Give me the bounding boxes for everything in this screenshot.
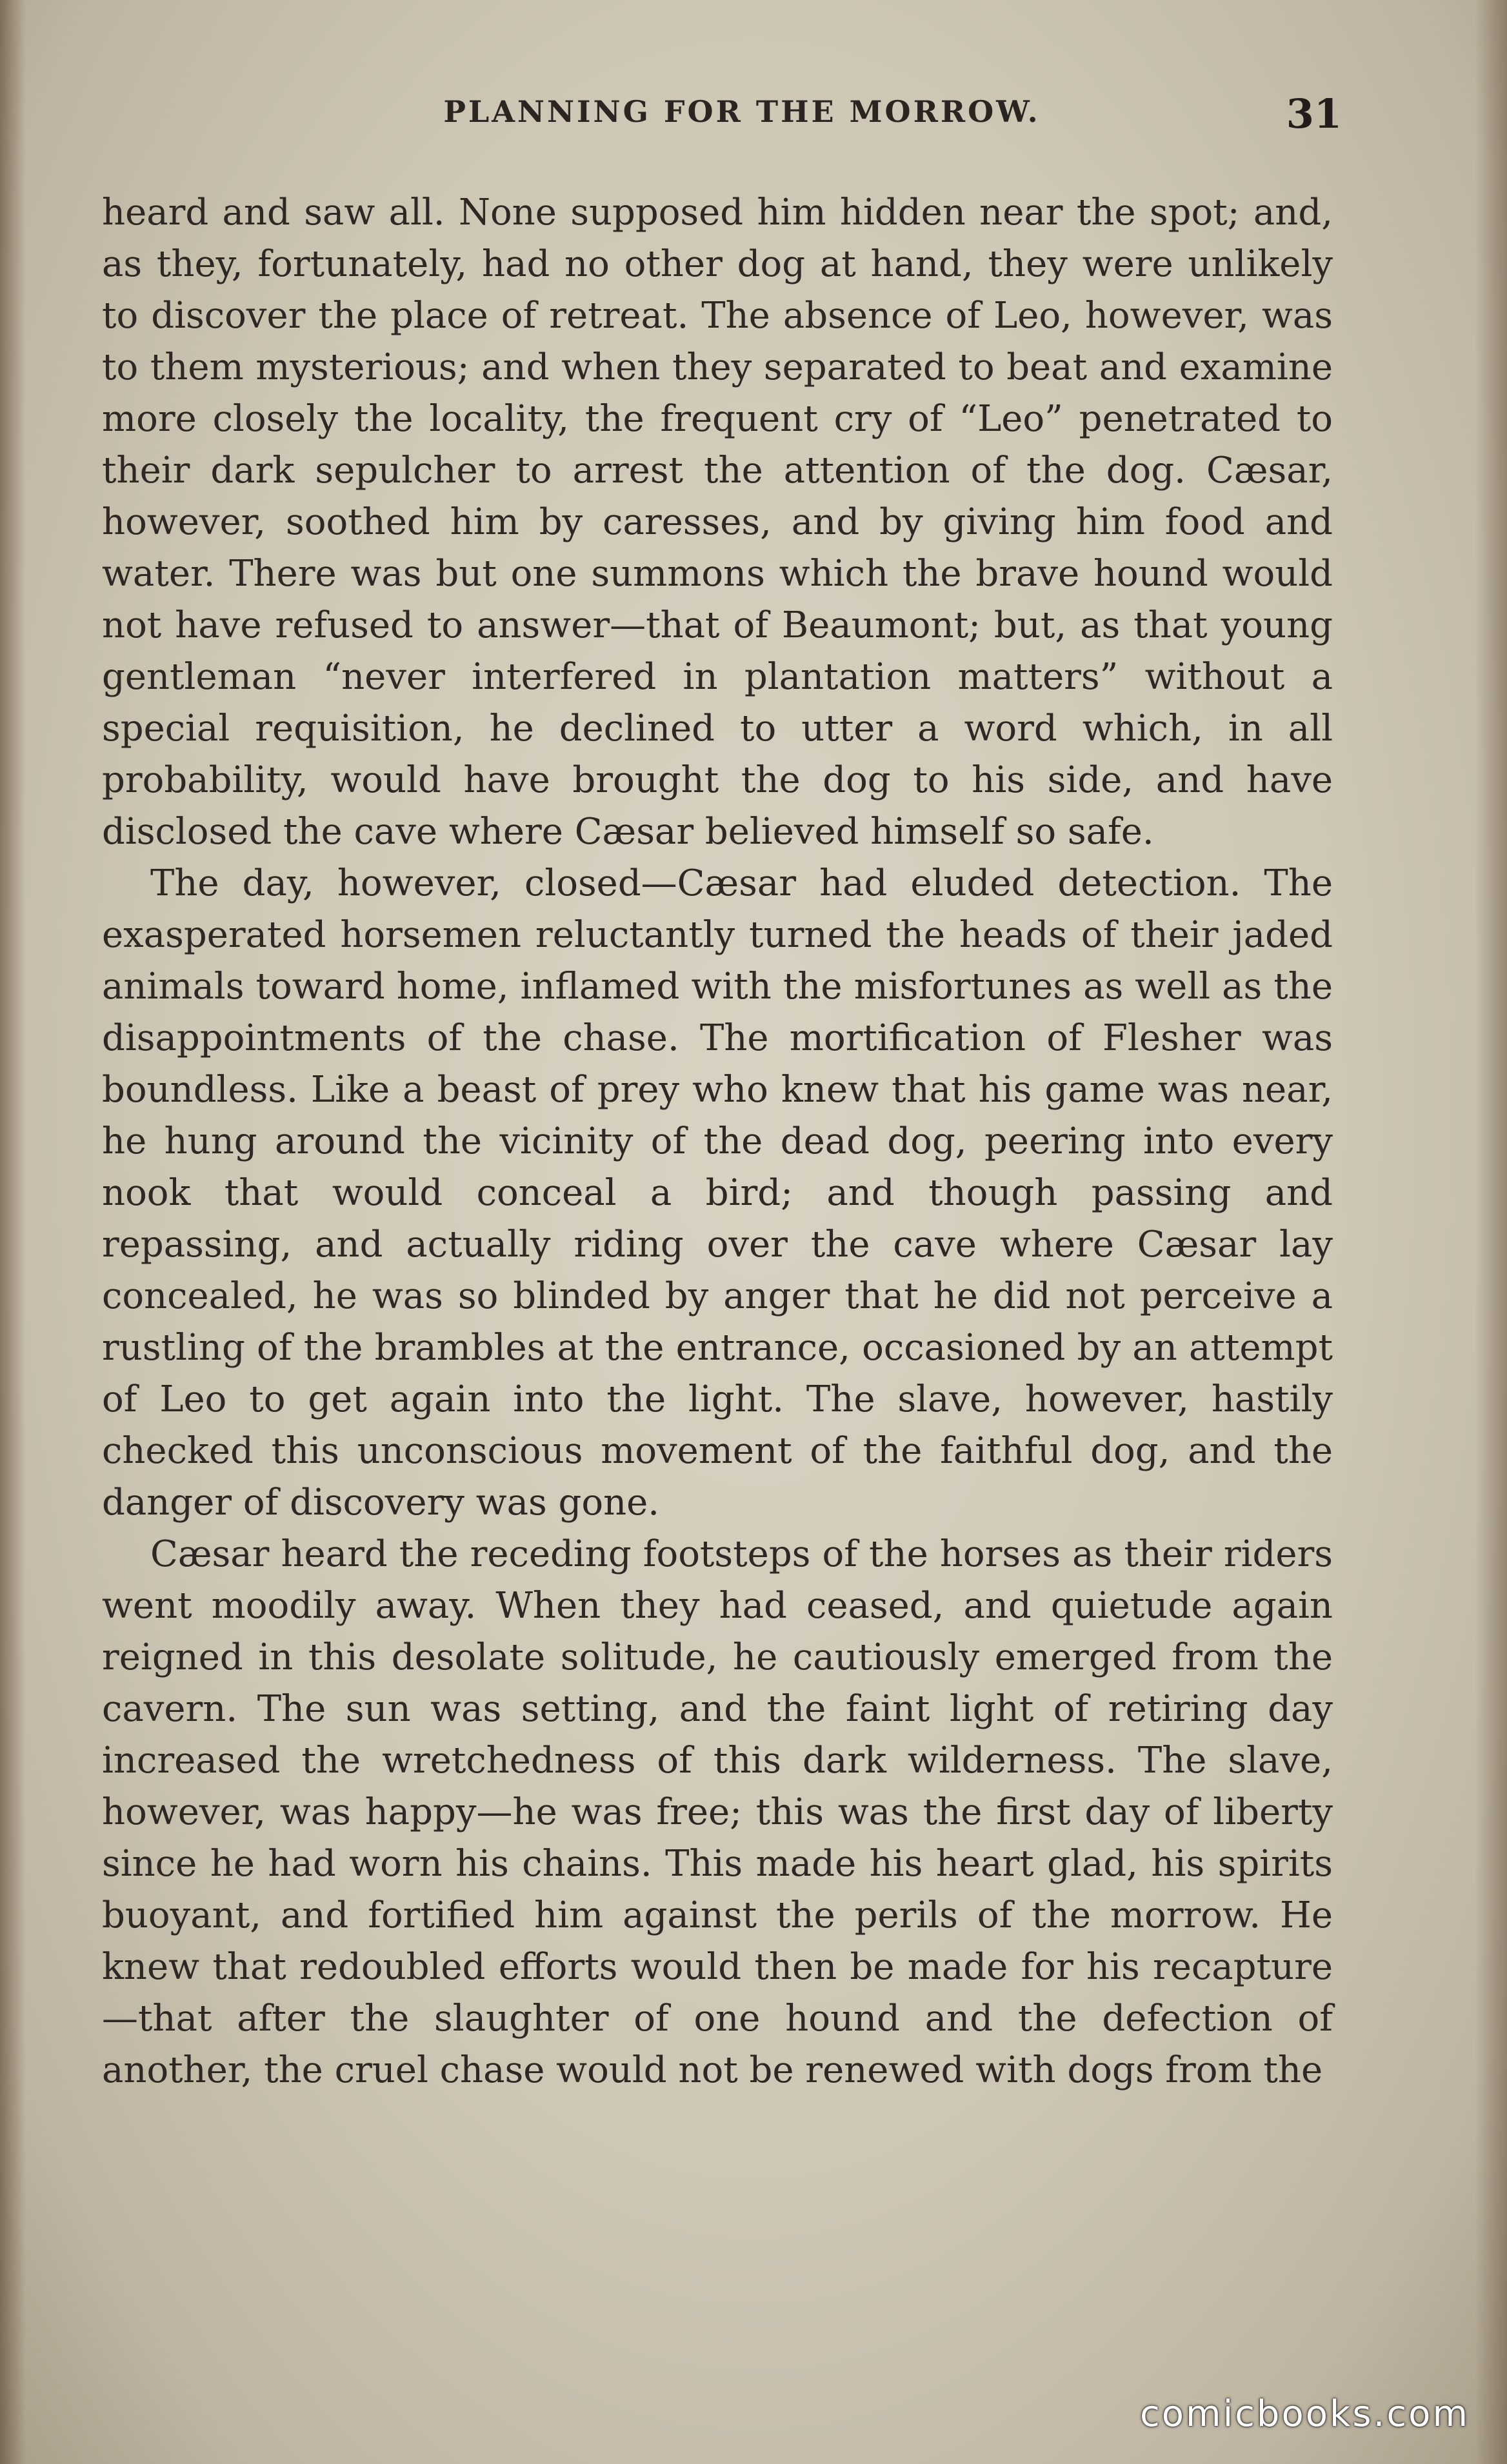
paragraph-2: The day, however, closed—Cæsar had eluded detection. The exasperated horsemen reluctantly turned the heads of their jaded animals toward home, inflamed with the misfortunes as well as the disappointments of the chase. The mortification of Flesher was boundless. Like a beast of prey who knew that his game was near, he hung around the vicinity of the dead dog, peering into every nook that would conceal a bird; and though passing and repassing, and actually riding over the cave where Cæsar lay concealed, he was so blinded by anger that he did not perceive a rustling of the brambles at the entrance, occasioned by an attempt of Leo to get again into the light. The slave, however, hastily checked this unconscious movement of the faithful dog, and the danger of discovery was gone. (102, 862, 1333, 1524)
running-head (103, 90, 1342, 142)
chapter-heading: PLANNING FOR THE MORROW. (443, 94, 1041, 129)
body-text (102, 187, 1333, 2096)
watermark: comicbooks.com (1139, 2393, 1470, 2435)
paragraph-1: heard and saw all. None supposed him hidden near the spot; and, as they, fortunately, had no other dog at hand, they were unlikely to discover the place of retreat. The absence of Leo, however, was to them mysterious; and when they separated to beat and examine more closely the locality, the frequent cry of “Leo” penetrated to their dark sepulcher to arrest the attention of the dog. Cæsar, however, soothed him by caresses, and by giving him food and water. There was but one summons which the brave hound would not have refused to answer—that of Beaumont; but, as that young gentleman “never interfered in plantation matters” without a special requisition, he declined to utter a word which, in all probability, would have brought the dog to his side, and have disclosed the cave where Cæsar believed himself so safe. (102, 192, 1333, 853)
paragraph-3: Cæsar heard the receding footsteps of the horses as their riders went moodily away. When they had ceased, and quietude again reigned in this desolate solitude, he cautiously emerged from the cavern. The sun was setting, and the faint light of retiring day increased the wretchedness of this dark wilderness. The slave, however, was happy—he was free; this was the first day of liberty since he had worn his chains. This made his heart glad, his spirits buoyant, and fortified him against the perils of the morrow. He knew that redoubled efforts would then be made for his recapture—that after the slaughter of one hound and the defection of another, the cruel chase would not be renewed with dogs from the (102, 1533, 1333, 2091)
page-number: 31 (1286, 90, 1342, 137)
